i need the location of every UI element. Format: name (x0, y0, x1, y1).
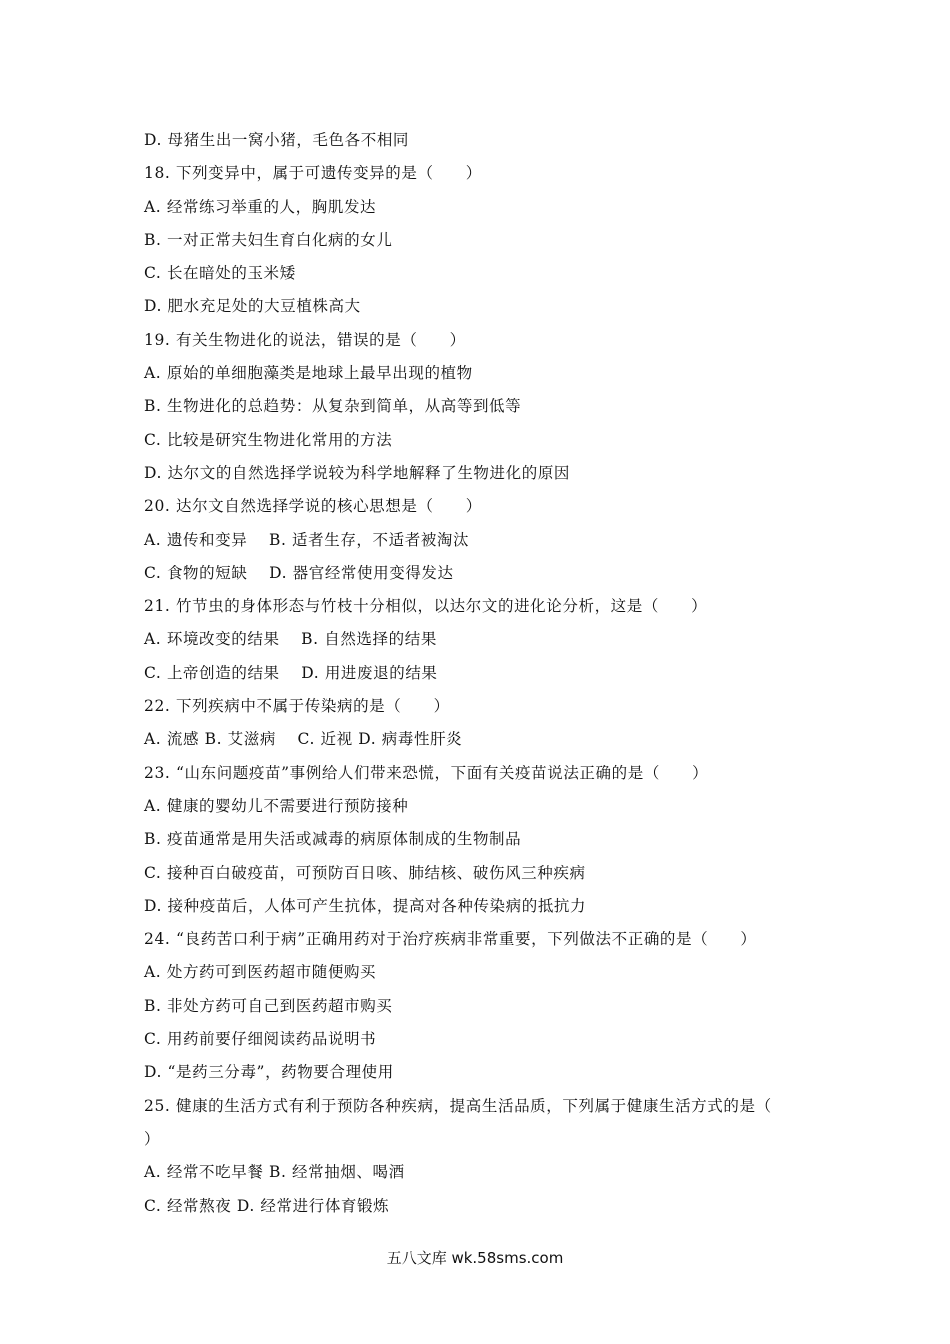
option-line: D. 母猪生出一窝小猪，毛色各不相同 (144, 131, 410, 149)
option-line: C. 经常熬夜 D. 经常进行体育锻炼 (144, 1196, 390, 1215)
option-line: A. 健康的婴幼儿不需要进行预防接种 (144, 796, 409, 815)
question-18-stem: 18. 下列变异中，属于可遗传变异的是（ ） (144, 164, 482, 183)
option-line: A. 处方药可到医药超市随便购买 (144, 963, 377, 982)
question-19-stem: 19. 有关生物进化的说法，错误的是（ ） (144, 330, 466, 349)
option-line: A. 环境改变的结果 B. 自然选择的结果 (144, 630, 437, 649)
option-line: C. 比较是研究生物进化常用的方法 (144, 430, 393, 449)
option-line: B. 疫苗通常是用失活或减毒的病原体制成的生物制品 (144, 830, 522, 849)
option-line: C. 用药前要仔细阅读药品说明书 (144, 1030, 377, 1049)
option-line: D. 接种疫苗后，人体可产生抗体，提高对各种传染病的抵抗力 (144, 896, 587, 915)
question-21-stem: 21. 竹节虫的身体形态与竹枝十分相似，以达尔文的进化论分析，这是（ ） (144, 597, 708, 616)
question-24-stem: 24. “良药苦口利于病”正确用药对于治疗疾病非常重要，下列做法不正确的是（ ） (144, 930, 757, 949)
option-line: C. 食物的短缺 D. 器官经常使用变得发达 (144, 563, 454, 582)
question-22-stem: 22. 下列疾病中不属于传染病的是（ ） (144, 697, 450, 716)
page-footer: 五八文库 wk.58sms.com (386, 1249, 564, 1267)
option-line: D. 达尔文的自然选择学说较为科学地解释了生物进化的原因 (144, 463, 571, 482)
option-line: A. 经常练习举重的人，胸肌发达 (144, 197, 377, 216)
option-line: A. 原始的单细胞藻类是地球上最早出现的植物 (144, 364, 473, 383)
question-25-stem-continued: ） (144, 1129, 161, 1148)
option-line: C. 长在暗处的玉米矮 (144, 264, 296, 283)
option-line: C. 接种百白破疫苗，可预防百日咳、肺结核、破伤风三种疾病 (144, 863, 586, 882)
option-line: A. 流感 B. 艾滋病 C. 近视 D. 病毒性肝炎 (144, 730, 463, 749)
option-line: D. 肥水充足处的大豆植株高大 (144, 297, 361, 316)
question-content (144, 124, 814, 1223)
question-23-stem: 23. “山东问题疫苗”事例给人们带来恐慌，下面有关疫苗说法正确的是（ ） (144, 763, 709, 782)
option-line: B. 一对正常夫妇生育白化病的女儿 (144, 230, 393, 249)
question-25-stem: 25. 健康的生活方式有利于预防各种疾病，提高生活品质，下列属于健康生活方式的是（ (144, 1096, 772, 1115)
option-line: D. “是药三分毒”，药物要合理使用 (144, 1063, 394, 1082)
option-line: A. 遗传和变异 B. 适者生存，不适者被淘汰 (144, 530, 470, 549)
option-line: B. 非处方药可自己到医药超市购买 (144, 996, 393, 1015)
option-line: A. 经常不吃早餐 B. 经常抽烟、喝酒 (144, 1163, 405, 1182)
question-20-stem: 20. 达尔文自然选择学说的核心思想是（ ） (144, 497, 482, 516)
option-line: B. 生物进化的总趋势：从复杂到简单，从高等到低等 (144, 397, 522, 416)
option-line: C. 上帝创造的结果 D. 用进废退的结果 (144, 663, 438, 682)
